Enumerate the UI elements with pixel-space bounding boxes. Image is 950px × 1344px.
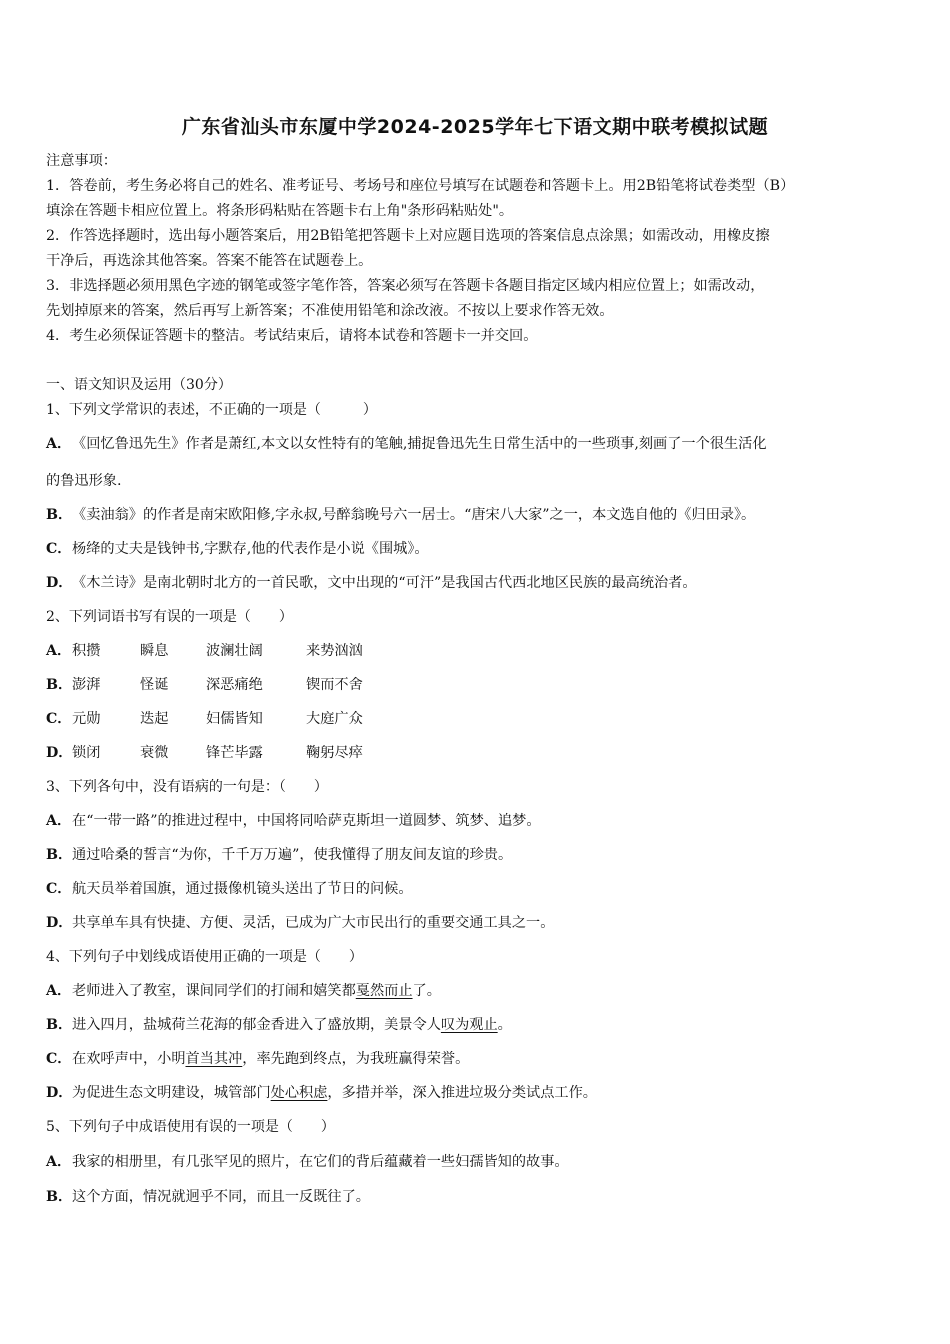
- option-text: 我家的相册里，有几张罕见的照片，在它们的背后蕴藏着一些妇孺皆知的故事。: [72, 1154, 569, 1170]
- word: 瞬息: [140, 643, 169, 659]
- q3-option-c: [46, 879, 916, 899]
- word: 迭起: [140, 711, 169, 727]
- q2-stem: 2、下列词语书写有误的一项是（ ）: [46, 609, 293, 625]
- option-text: 为促进生态文明建设，城管部门: [72, 1085, 271, 1101]
- word: 深恶痛绝: [206, 677, 263, 693]
- option-text: 在欢呼声中，小明: [72, 1051, 186, 1067]
- q4-option-b: [46, 1015, 916, 1035]
- word: 锋芒毕露: [206, 745, 263, 761]
- option-letter: D．: [46, 915, 73, 931]
- option-text: 老师进入了教室，课间同学们的打闹和嬉笑都: [72, 983, 356, 999]
- option-letter: A．: [46, 983, 72, 999]
- underlined-idiom: 首当其冲: [185, 1051, 243, 1067]
- underlined-idiom: 处心积虑: [270, 1085, 328, 1101]
- q1-option-a: [46, 434, 916, 454]
- q1-option-d: [46, 573, 916, 593]
- option-text: 通过哈桑的誓言“为你，千千万万遍”，使我懂得了朋友间友谊的珍贵。: [72, 847, 513, 863]
- exam-title: 广东省汕头市东厦中学2024-2025学年七下语文期中联考模拟试题: [181, 116, 769, 138]
- underlined-idiom: 叹为观止: [440, 1017, 498, 1033]
- option-letter: D．: [46, 1085, 73, 1101]
- q2-option-d: [46, 743, 916, 763]
- word: 鞠躬尽瘁: [306, 745, 363, 761]
- q3-option-b: [46, 845, 916, 865]
- option-letter: B．: [46, 847, 73, 863]
- q1-stem: 1、下列文学常识的表述，不正确的一项是（ ）: [46, 402, 377, 418]
- option-text: 《木兰诗》是南北朝时北方的一首民歌，文中出现的“可汗”是我国古代西北地区民族的最高统治者。: [72, 575, 697, 591]
- option-text: 共享单车具有快捷、方便、灵活，已成为广大市民出行的重要交通工具之一。: [72, 915, 555, 931]
- q2-option-b: [46, 675, 916, 695]
- notice-label: 注意事项：: [46, 153, 117, 169]
- word: 元勋: [72, 711, 101, 727]
- section-heading: 一、语文知识及运用（30分）: [46, 377, 232, 393]
- option-letter: B．: [46, 1189, 73, 1205]
- option-text: 进入四月，盐城荷兰花海的郁金香进入了盛放期，美景令人: [72, 1017, 441, 1033]
- notice-line-5: 3．非选择题必须用黑色字迹的钢笔或签字笔作答，答案必须写在答题卡各题目指定区域内相应位置上；如需改动，: [46, 278, 765, 294]
- q4-stem: 4、下列句子中划线成语使用正确的一项是（ ）: [46, 949, 363, 965]
- q2-option-a: [46, 641, 916, 661]
- option-text: 杨绛的丈夫是钱钟书,字默存,他的代表作是小说《围城》。: [72, 541, 429, 557]
- option-letter: D．: [46, 745, 73, 761]
- option-text: 《回忆鲁迅先生》作者是萧红,本文以女性特有的笔触,捕捉鲁迅先生日常生活中的一些琐事,刻画了一个很生活化: [72, 436, 767, 452]
- option-letter: C．: [46, 541, 72, 557]
- q5-option-b: [46, 1187, 916, 1207]
- q2-option-c: [46, 709, 916, 729]
- option-letter: D．: [46, 575, 73, 591]
- option-text: 。: [497, 1017, 512, 1033]
- word: 澎湃: [72, 677, 101, 693]
- option-text: ，率先跑到终点，为我班赢得荣誉。: [242, 1051, 470, 1067]
- q1-option-a-cont: 的鲁迅形象.: [46, 473, 122, 489]
- word: 积攒: [72, 643, 101, 659]
- word: 锲而不舍: [306, 677, 363, 693]
- option-letter: B．: [46, 677, 73, 693]
- notice-line-2: 填涂在答题卡相应位置上。将条形码粘贴在答题卡右上角"条形码粘贴处"。: [46, 203, 514, 219]
- q1-option-c: [46, 539, 916, 559]
- word: 妇儒皆知: [206, 711, 263, 727]
- q1-option-b: [46, 505, 916, 525]
- q3-option-a: [46, 811, 916, 831]
- option-text: 《卖油翁》的作者是南宋欧阳修,字永叔,号醉翁晚号六一居士。“唐宋八大家”之一，本文选自他的《归田录》。: [72, 507, 756, 523]
- word: 大庭广众: [306, 711, 363, 727]
- word: 怪诞: [140, 677, 169, 693]
- option-letter: B．: [46, 1017, 73, 1033]
- q5-stem: 5、下列句子中成语使用有误的一项是（ ）: [46, 1119, 335, 1135]
- option-text: 航天员举着国旗，通过摄像机镜头送出了节日的问候。: [72, 881, 413, 897]
- word: 衰微: [140, 745, 169, 761]
- option-letter: A．: [46, 643, 72, 659]
- word: 锁闭: [72, 745, 101, 761]
- q5-option-a: [46, 1152, 916, 1172]
- q3-option-d: [46, 913, 916, 933]
- option-letter: B．: [46, 507, 73, 523]
- q4-option-a: [46, 981, 916, 1001]
- option-text: 在“一带一路”的推进过程中，中国将同哈萨克斯坦一道圆梦、筑梦、追梦。: [72, 813, 541, 829]
- notice-line-3: 2．作答选择题时，选出每小题答案后，用2B铅笔把答题卡上对应题目选项的答案信息点涂黑；如需改动，用橡皮擦: [46, 228, 770, 244]
- option-text: 这个方面，情况就迥乎不同，而且一反既往了。: [72, 1189, 370, 1205]
- notice-line-7: 4．考生必须保证答题卡的整洁。考试结束后，请将本试卷和答题卡一并交回。: [46, 328, 538, 344]
- option-text: ，多措并举，深入推进垃圾分类试点工作。: [327, 1085, 597, 1101]
- notice-line-6: 先划掉原来的答案，然后再写上新答案；不准使用铅笔和涂改液。不按以上要求作答无效。: [46, 303, 614, 319]
- option-letter: A．: [46, 436, 72, 452]
- underlined-idiom: 戛然而止: [355, 983, 413, 999]
- notice-line-4: 干净后，再选涂其他答案。答案不能答在试题卷上。: [46, 253, 373, 269]
- word: 波澜壮阔: [206, 643, 263, 659]
- notice-line-1: 1．答卷前，考生务必将自己的姓名、准考证号、考场号和座位号填写在试题卷和答题卡上。用2B铅笔将试卷类型（B）: [46, 178, 795, 194]
- option-letter: A．: [46, 813, 72, 829]
- word: 来势汹汹: [306, 643, 363, 659]
- q4-option-d: [46, 1083, 916, 1103]
- option-text: 了。: [412, 983, 441, 999]
- option-letter: A．: [46, 1154, 72, 1170]
- option-letter: C．: [46, 1051, 72, 1067]
- q3-stem: 3、下列各句中，没有语病的一句是：（ ）: [46, 779, 328, 795]
- option-letter: C．: [46, 711, 72, 727]
- q4-option-c: [46, 1049, 916, 1069]
- option-letter: C．: [46, 881, 72, 897]
